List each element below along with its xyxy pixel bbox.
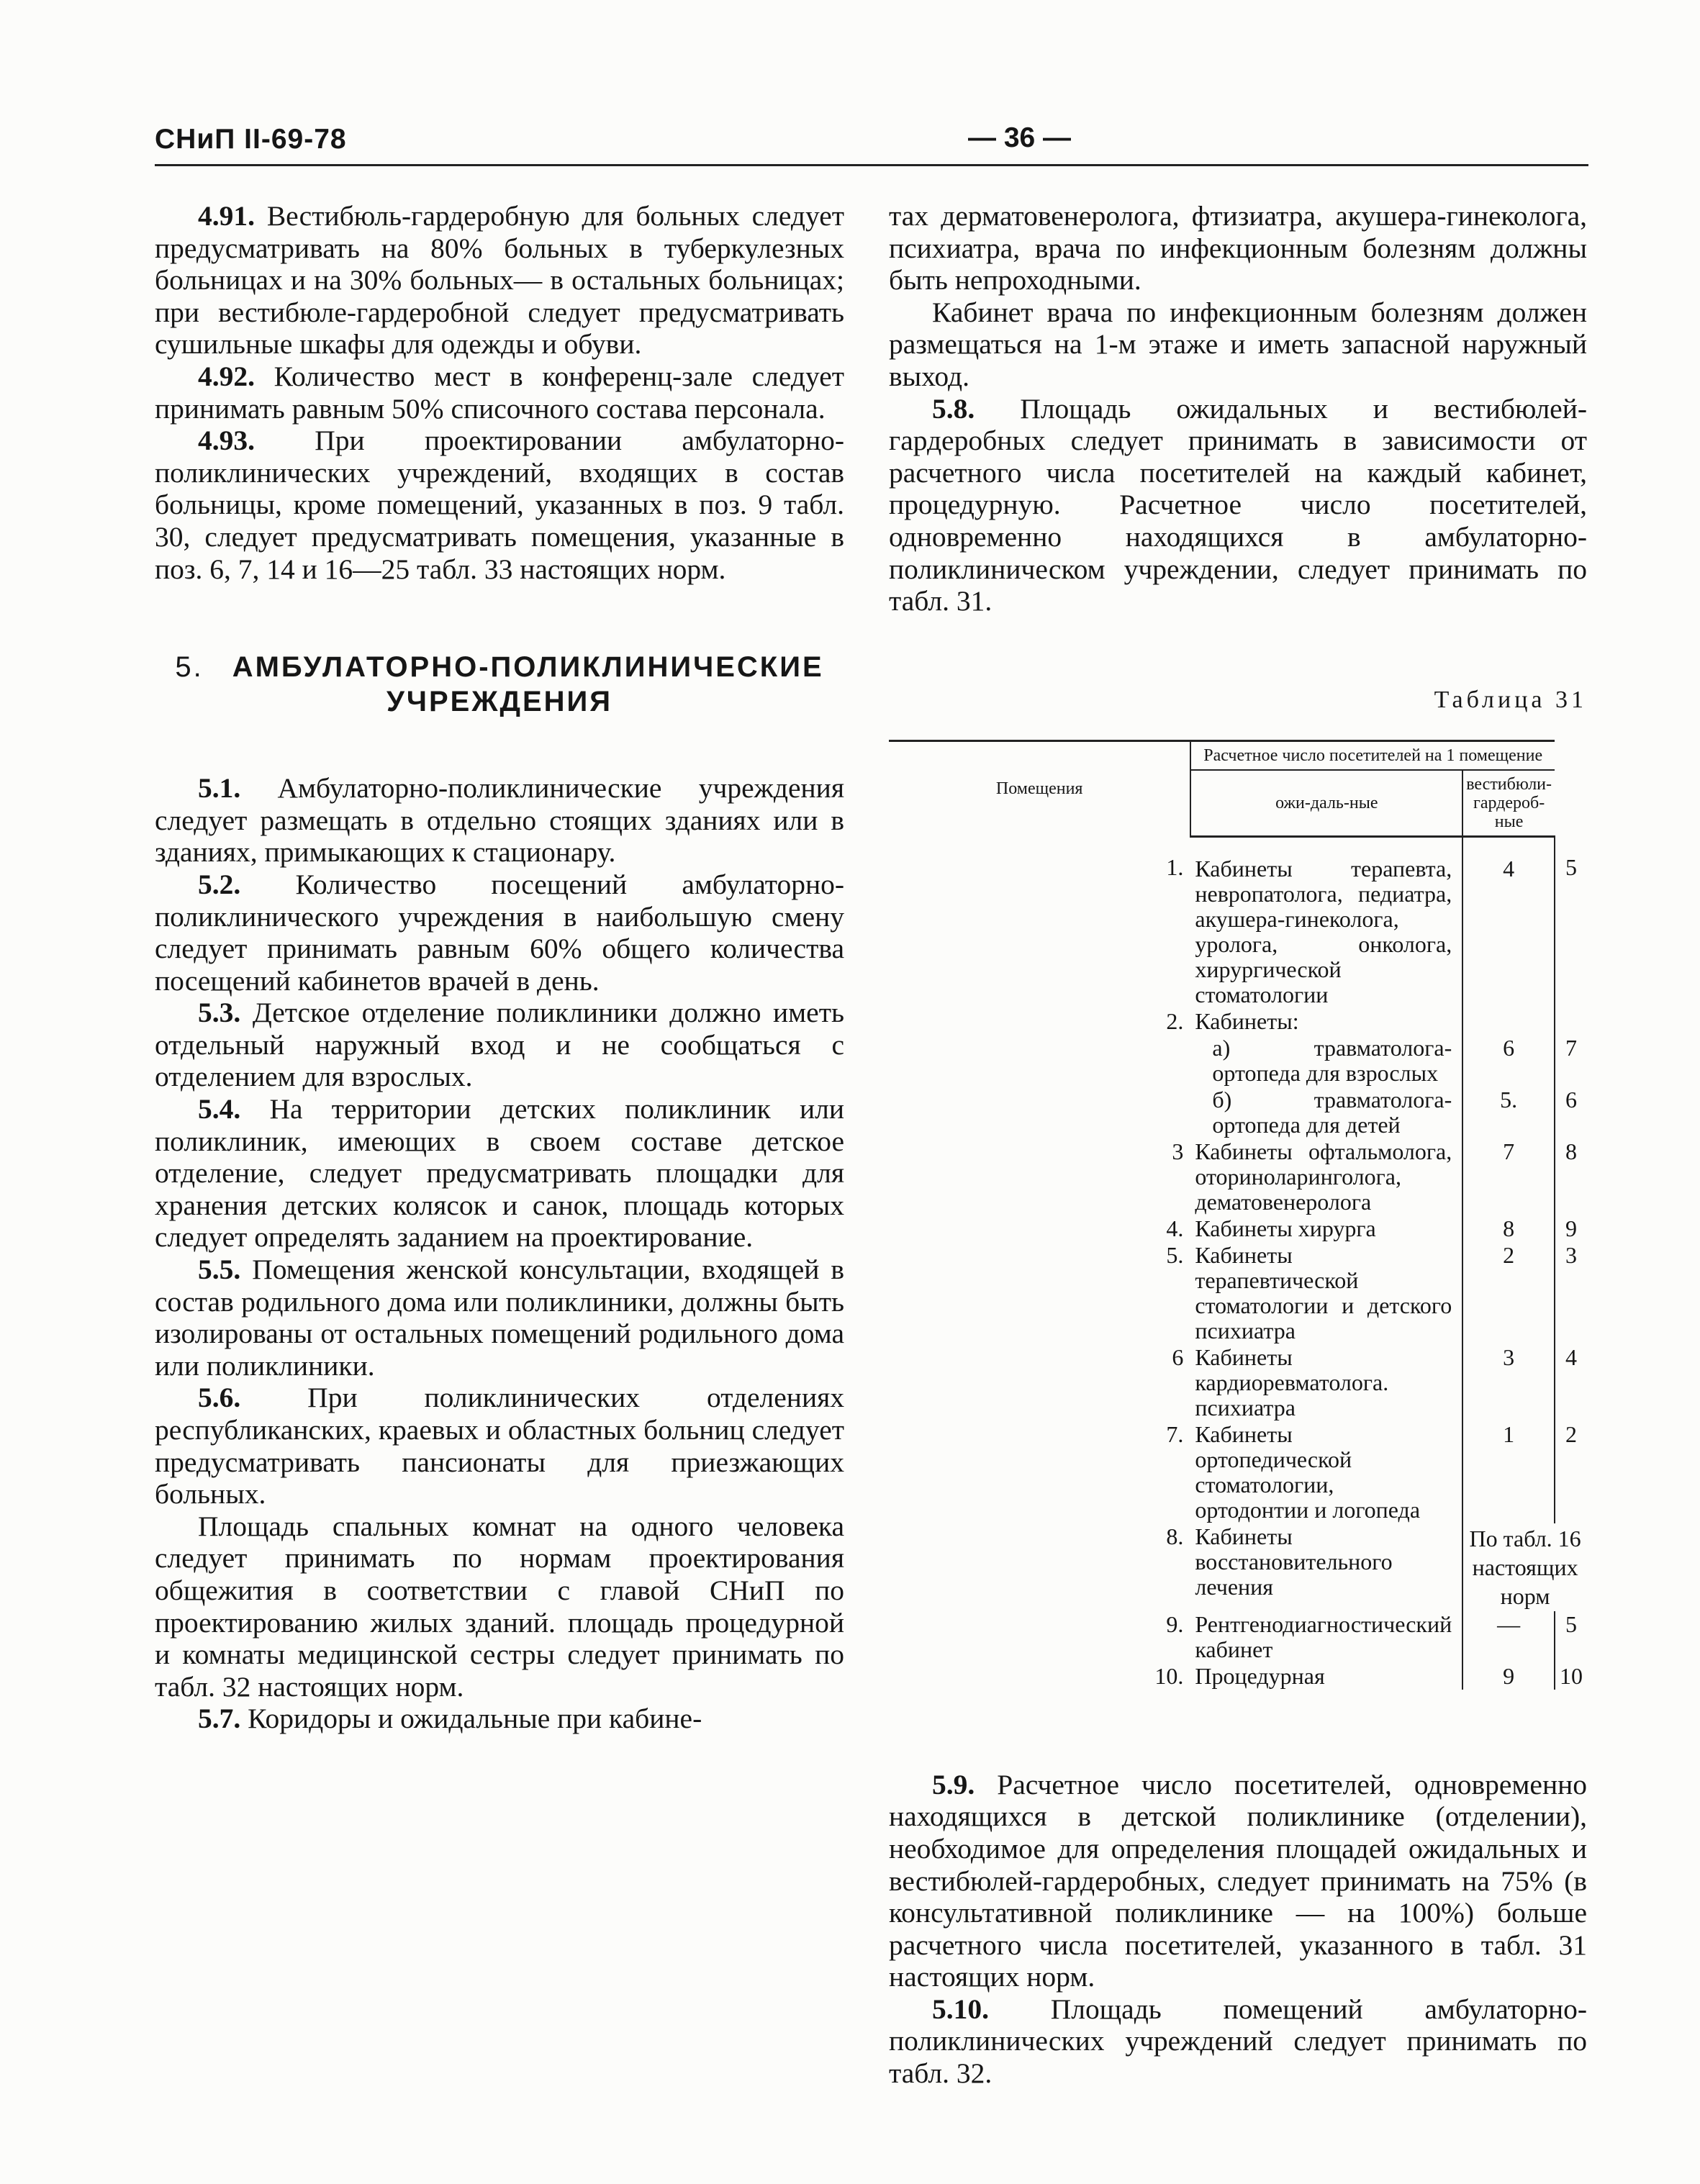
paragraph-5-6 <box>155 1382 844 1510</box>
row-number: 2. <box>1166 1007 1184 1034</box>
table-row <box>889 1087 1587 1138</box>
row-number: 8. <box>1166 1523 1184 1549</box>
visitors-reference: По табл. 16 настоящих норм <box>1462 1523 1587 1611</box>
paragraph-5-4 <box>155 1093 844 1254</box>
paragraph-text: Коридоры и ожидальные при кабине- <box>240 1703 702 1735</box>
lobby-count: 8 <box>1565 1138 1577 1164</box>
paragraph-text: Помещения женской консультации, входящей в состав родильного дома или поликлиники, должны быть изолированы от остальных помещений родильного дома или поликлиники. <box>155 1254 844 1382</box>
column-header-waiting: ожи-даль-ные <box>1190 770 1462 837</box>
section-heading <box>155 650 844 719</box>
row-number <box>889 1087 1190 1138</box>
section-number: 5. <box>175 651 204 684</box>
lobby-count: 9 <box>1565 1215 1577 1241</box>
paragraph-4-93 <box>155 425 844 585</box>
paragraph-number: 5.2. <box>198 868 241 900</box>
paragraph-4-92 <box>155 361 844 425</box>
waiting-count: 9 <box>1462 1663 1555 1690</box>
waiting-count: 1 <box>1462 1421 1555 1523</box>
table-row <box>889 1611 1587 1663</box>
room-name: Кабинеты хирурга <box>1195 1215 1376 1241</box>
waiting-count: — <box>1462 1611 1555 1663</box>
room-name: Кабинеты кардиоревматолога. психиатра <box>1195 1344 1389 1420</box>
table-row <box>889 1344 1587 1421</box>
paragraph-5-7 <box>155 1703 844 1735</box>
table-row <box>889 1138 1587 1215</box>
paragraph-5-7-second <box>889 296 1587 393</box>
paragraph-5-9 <box>889 1769 1587 1993</box>
waiting-count: 7 <box>1462 1138 1555 1215</box>
table-row <box>889 1008 1587 1035</box>
table-31 <box>889 740 1587 1690</box>
lobby-count: 10 <box>1560 1662 1583 1689</box>
row-number: 9. <box>1166 1610 1184 1637</box>
paragraph-5-7-continued <box>889 200 1587 296</box>
paragraph-number: 5.10. <box>932 1993 989 2025</box>
paragraph-number: 5.3. <box>198 997 241 1029</box>
waiting-count: 6 <box>1462 1035 1555 1087</box>
paragraph-text: При проектировании амбулаторно-поликлинических учреждений, входящих в состав больницы, кроме помещений, указанных в поз. 9 табл. 30, следует предусматривать помещения, указанные в поз. 6, 7, 14 и 16—25 табл. 33 настоящих норм. <box>155 425 844 585</box>
paragraph-5-6-continued <box>155 1510 844 1703</box>
column-header-lobby: вестибюли-гардероб-ные <box>1462 770 1555 837</box>
lobby-count: 7 <box>1565 1034 1577 1061</box>
left-column <box>155 200 844 1735</box>
row-number: 1. <box>1166 854 1184 881</box>
table-caption: Таблица 31 <box>1434 686 1587 713</box>
lobby-count: 5 <box>1565 1610 1577 1637</box>
waiting-count: 3 <box>1462 1344 1555 1421</box>
room-name: Кабинеты: <box>1195 1007 1299 1034</box>
table-row <box>889 1035 1587 1087</box>
paragraph-5-3 <box>155 997 844 1093</box>
paragraph-text: Количество мест в конференц-зале следует принимать равным 50% списочного состава персонала. <box>155 360 844 425</box>
row-number: 7. <box>1166 1420 1184 1447</box>
paragraph-number: 4.93. <box>198 425 255 457</box>
page-header <box>155 121 1588 166</box>
paragraph-text: На территории детских поликлиник или поликлиник, имеющих в своем составе детское отделение, следует предусматривать площадки для хранения детских колясок и санок, площадь которых следует определять заданием на проектирование. <box>155 1093 844 1254</box>
paragraph-text: Амбулаторно-поликлинические учреждения следует размещать в отдельно стоящих зданиях или в зданиях, примыкающих к стационару. <box>155 772 844 869</box>
paragraph-5-1 <box>155 772 844 869</box>
paragraph-text: Кабинет врача по инфекционным болезням должен размещаться на 1-м этаже и иметь запасной наружный выход. <box>889 296 1587 392</box>
paragraph-5-10 <box>889 1993 1587 2090</box>
room-name: Кабинеты восстановительного лечения <box>1195 1523 1393 1600</box>
paragraph-text: Количество посещений амбулаторно-поликлинического учреждения в наибольшую смену следует принимать равным 60% общего количества посещений кабинетов врачей в день. <box>155 868 844 997</box>
row-number: 3 <box>1172 1138 1184 1164</box>
lobby-count: 4 <box>1565 1344 1577 1370</box>
paragraph-text: При поликлинических отделениях республиканских, краевых и областных больниц следует предусматривать пансионаты для приезжающих больных. <box>155 1382 844 1510</box>
lobby-count: 5 <box>1565 854 1577 881</box>
table-row <box>889 836 1587 1008</box>
room-name: Процедурная <box>1195 1662 1325 1689</box>
paragraph-text: Площадь помещений амбулаторно-поликлинических учреждений следует принимать по табл. 32. <box>889 1993 1587 2090</box>
paragraph-number: 5.8. <box>932 392 975 425</box>
row-number: 10. <box>1154 1662 1184 1689</box>
room-name: б) травматолога-ортопеда для детей <box>1212 1086 1452 1138</box>
paragraph-text: Площадь ожидальных и вестибюлей-гардеробных следует принимать в зависимости от расчетного числа посетителей на каждый кабинет, процедурную. Расчетное число посетителей, одновременно находящихся в амбулаторно-поликлиническом учреждении, следует принимать по табл. 31. <box>889 392 1587 617</box>
waiting-count <box>1462 1008 1555 1035</box>
paragraph-text: Площадь спальных комнат на одного человека следует принимать по нормам проектирования общежития в соответствии с главой СНиП по проектированию жилых зданий. площадь процедурной и комнаты медицинской сестры следует принимать по табл. 32 настоящих норм. <box>155 1510 844 1703</box>
paragraph-5-2 <box>155 869 844 997</box>
waiting-count: 4 <box>1462 836 1555 1008</box>
table-body <box>889 836 1587 1690</box>
paragraph-text: Детское отделение поликлиники должно иметь отдельный наружный вход и не сообщаться с отделением для взрослых. <box>155 997 844 1093</box>
lobby-count <box>1555 1008 1587 1035</box>
table-row <box>889 1523 1587 1611</box>
lobby-count: 2 <box>1565 1420 1577 1447</box>
paragraph-5-8 <box>889 393 1587 617</box>
paragraph-text: тах дерматовенеролога, фтизиатра, акушера-гинеколога, психиатра, врача по инфекционным болезням должны быть непроходными. <box>889 200 1587 296</box>
document-code: СНиП II-69-78 <box>155 124 347 155</box>
room-name: Кабинеты ортопедической стоматологии, ортодонтии и логопеда <box>1195 1420 1421 1523</box>
column-header-visitors: Расчетное число посетителей на 1 помещение <box>1190 740 1555 770</box>
paragraph-number: 4.92. <box>198 360 255 392</box>
table-row <box>889 1215 1587 1242</box>
row-number <box>889 1035 1190 1087</box>
room-name: а) травматолога-ортопеда для взрослых <box>1212 1034 1452 1086</box>
table-row <box>889 1421 1587 1523</box>
room-name: Кабинеты терапевтической стоматологии и детского психиатра <box>1195 1241 1452 1344</box>
room-name: Рентгенодиагностический кабинет <box>1195 1610 1452 1662</box>
row-number: 6 <box>1172 1344 1184 1370</box>
paragraph-number: 5.4. <box>198 1093 241 1125</box>
lobby-count: 3 <box>1565 1241 1577 1268</box>
paragraph-number: 4.91. <box>198 200 255 232</box>
waiting-count: 2 <box>1462 1242 1555 1344</box>
paragraph-number: 5.1. <box>198 772 241 805</box>
room-name: Кабинеты терапевта, невропатолога, педиатра, акушера-гинеколога, уролога, онколога, хирургической стоматологии <box>1195 855 1452 1007</box>
paragraph-number: 5.5. <box>198 1254 241 1286</box>
waiting-count: 5. <box>1462 1087 1555 1138</box>
page-number: — 36 — <box>968 122 1072 153</box>
paragraph-number: 5.6. <box>198 1382 241 1414</box>
paragraph-number: 5.9. <box>932 1768 975 1800</box>
table-row <box>889 1663 1587 1690</box>
paragraph-text: Вестибюль-гардеробную для больных следует предусматривать на 80% больных в туберкулезных больницах и на 30% больных— в остальных больницах; при вестибюле-гардеробной следует предусматривать сушильные шкафы для одежды и обуви. <box>155 200 844 361</box>
section-title-line1: АМБУЛАТОРНО-ПОЛИКЛИНИЧЕСКИЕ <box>232 651 824 684</box>
lobby-count: 6 <box>1565 1086 1577 1113</box>
column-header-rooms: Помещения <box>889 740 1190 836</box>
paragraph-number: 5.7. <box>198 1703 241 1735</box>
table-row <box>889 1242 1587 1344</box>
paragraph-4-91 <box>155 200 844 361</box>
section-title-line2: УЧРЕЖДЕНИЯ <box>386 686 613 718</box>
paragraph-text: Расчетное число посетителей, одновременно находящихся в детской поликлинике (отделении), необходимое для определения площадей ожидальных и вестибюлей-гардеробных, следует принимать на 75% (в консультативной поликлинике — на 100%) больше расчетного числа посетителей, указанного в табл. 31 настоящих норм. <box>889 1768 1587 1993</box>
room-name: Кабинеты офтальмолога, оториноларинголога, дематовенеролога <box>1195 1138 1452 1215</box>
row-number: 5. <box>1166 1241 1184 1268</box>
paragraph-5-5 <box>155 1254 844 1382</box>
waiting-count: 8 <box>1462 1215 1555 1242</box>
right-column <box>889 200 1587 2090</box>
row-number: 4. <box>1166 1215 1184 1241</box>
